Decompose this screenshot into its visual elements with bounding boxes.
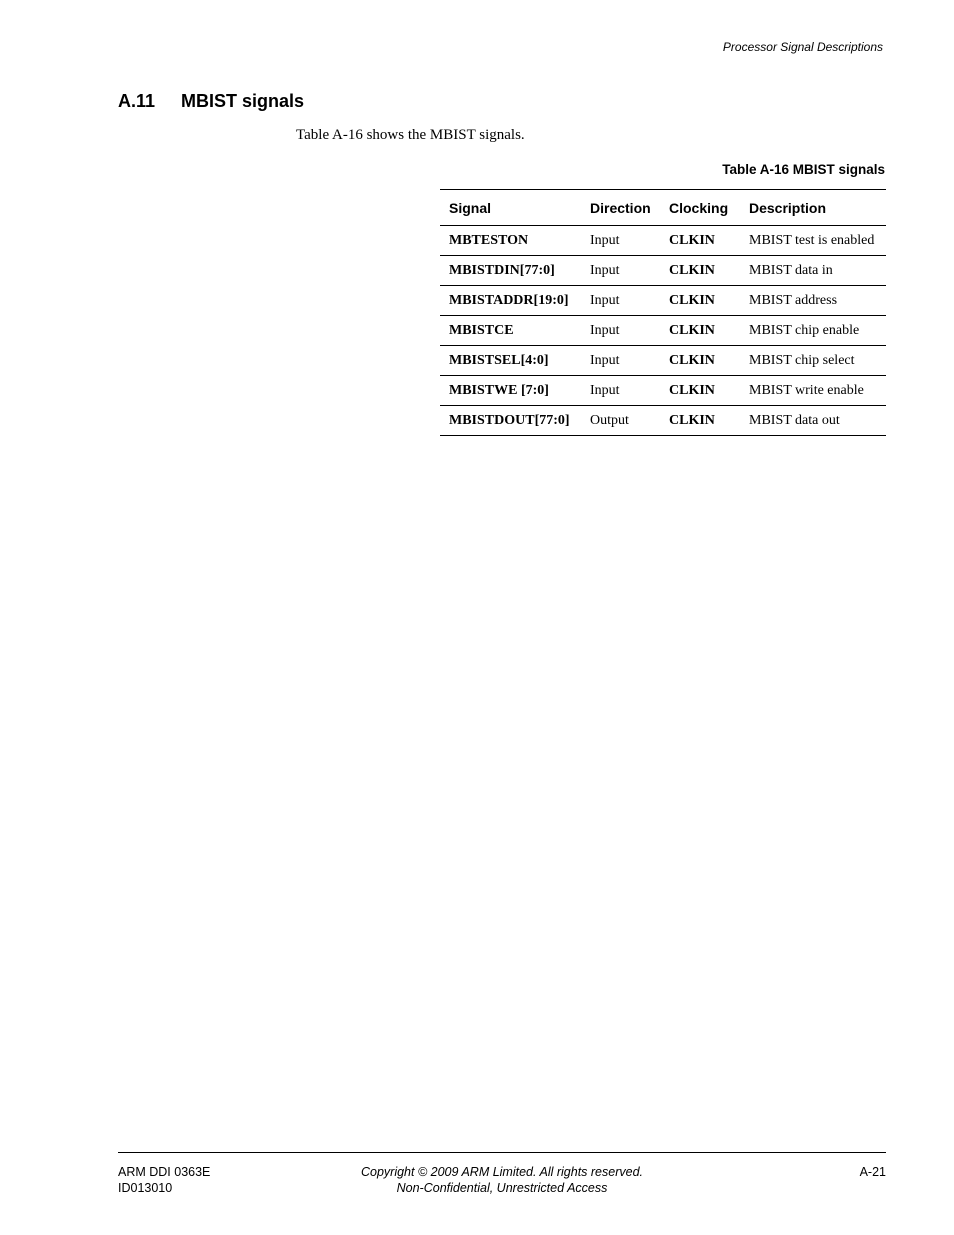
clocking-cell: CLKIN (660, 286, 740, 316)
footer-center (300, 1164, 704, 1196)
signal-cell: MBISTSEL[4:0] (440, 346, 581, 376)
copyright-notice: Copyright © 2009 ARM Limited. All rights reserved. (360, 1165, 643, 1179)
column-header-signal: Signal (440, 190, 581, 226)
direction-cell: Input (581, 376, 660, 406)
column-header-direction: Direction (581, 190, 660, 226)
section-title: MBIST signals (181, 91, 305, 111)
column-header-description: Description (740, 190, 886, 226)
signal-cell: MBTESTON (440, 226, 581, 256)
page-number: A-21 (859, 1165, 886, 1179)
table-caption: Table A-16 MBIST signals (722, 162, 885, 177)
footer-right (860, 1164, 886, 1180)
clocking-cell: CLKIN (660, 376, 740, 406)
table-row (440, 316, 886, 346)
signal-cell: MBISTDIN[77:0] (440, 256, 581, 286)
table-row (440, 346, 886, 376)
footer-left (118, 1164, 210, 1196)
direction-cell: Input (581, 226, 660, 256)
signal-cell: MBISTADDR[19:0] (440, 286, 581, 316)
direction-cell: Input (581, 286, 660, 316)
table-row (440, 406, 886, 436)
document-id: ARM DDI 0363E (118, 1165, 211, 1179)
clocking-cell: CLKIN (660, 256, 740, 286)
clocking-cell: CLKIN (660, 346, 740, 376)
description-cell: MBIST write enable (740, 376, 886, 406)
signal-cell: MBISTWE [7:0] (440, 376, 581, 406)
table-row (440, 226, 886, 256)
signal-cell: MBISTDOUT[77:0] (440, 406, 581, 436)
description-cell: MBIST test is enabled (740, 226, 886, 256)
table-header-row (440, 190, 886, 226)
column-header-clocking: Clocking (660, 190, 740, 226)
issue-id: ID013010 (118, 1181, 173, 1195)
description-cell: MBIST data in (740, 256, 886, 286)
direction-cell: Input (581, 316, 660, 346)
access-notice: Non-Confidential, Unrestricted Access (396, 1181, 608, 1195)
table-row (440, 376, 886, 406)
description-cell: MBIST data out (740, 406, 886, 436)
table-row (440, 286, 886, 316)
section-number: A.11 (118, 91, 156, 111)
direction-cell: Output (581, 406, 660, 436)
section-heading (118, 91, 304, 112)
signal-cell: MBISTCE (440, 316, 581, 346)
clocking-cell: CLKIN (660, 226, 740, 256)
direction-cell: Input (581, 346, 660, 376)
direction-cell: Input (581, 256, 660, 286)
description-cell: MBIST chip select (740, 346, 886, 376)
description-cell: MBIST chip enable (740, 316, 886, 346)
signals-table (440, 189, 886, 436)
footer-divider (118, 1152, 886, 1153)
table-row (440, 256, 886, 286)
running-header: Processor Signal Descriptions (722, 40, 883, 54)
description-cell: MBIST address (740, 286, 886, 316)
clocking-cell: CLKIN (660, 406, 740, 436)
clocking-cell: CLKIN (660, 316, 740, 346)
intro-paragraph: Table A-16 shows the MBIST signals. (296, 127, 525, 143)
